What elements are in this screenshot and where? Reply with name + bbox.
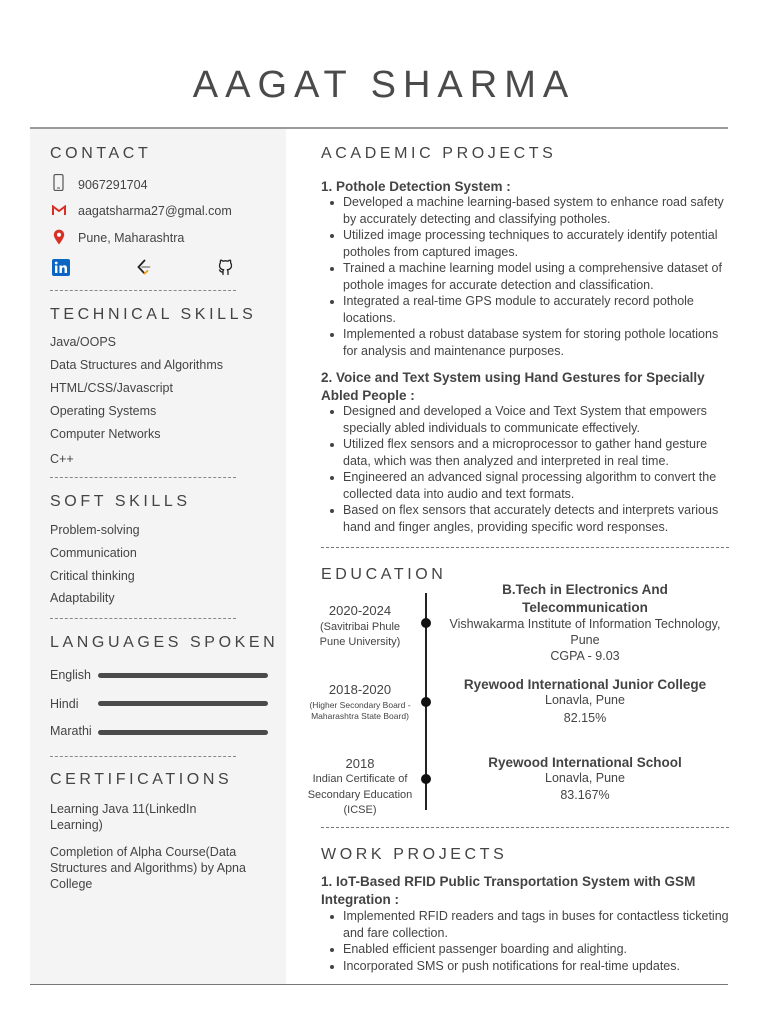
skill-item: Operating Systems xyxy=(50,404,157,418)
language-level-bar xyxy=(98,673,268,678)
soft-skill-item: Communication xyxy=(50,546,137,560)
education-institute: Lonavla, Pune xyxy=(545,693,625,707)
linkedin-icon[interactable] xyxy=(52,259,70,276)
soft-skill-item: Problem-solving xyxy=(50,523,140,537)
skill-item: HTML/CSS/Javascript xyxy=(50,381,173,395)
section-divider xyxy=(321,547,729,548)
sidebar-divider xyxy=(50,756,236,757)
soft-skill-item: Adaptability xyxy=(50,591,115,605)
skill-item: Computer Networks xyxy=(50,427,161,441)
language-name: Hindi xyxy=(50,697,79,711)
project-bullets xyxy=(326,908,730,974)
education-heading: EDUCATION xyxy=(321,566,447,583)
contact-heading: CONTACT xyxy=(50,145,152,162)
page-title: AAGAT SHARMA xyxy=(192,64,576,106)
education-score: 83.167% xyxy=(560,788,610,802)
technical-skills-heading: TECHNICAL SKILLS xyxy=(50,306,257,323)
list-item: Implemented RFID readers and tags in buses for contactless ticketing and fare collection. xyxy=(326,908,730,941)
project-title: 1. Pothole Detection System : xyxy=(321,179,511,194)
location-pin-icon xyxy=(53,229,65,245)
language-name: English xyxy=(50,668,91,682)
list-item: Integrated a real-time GPS module to accurately record pothole locations. xyxy=(326,293,730,326)
education-score: 82.15% xyxy=(563,711,607,725)
education-board: Indian Certificate of Secondary Education (ICSE) xyxy=(307,773,413,816)
section-divider xyxy=(321,827,729,828)
education-board: (Savitribai Phule Pune University) xyxy=(319,621,401,648)
skill-item: C++ xyxy=(50,452,74,466)
education-years: 2018-2020 xyxy=(328,682,392,697)
language-level-bar xyxy=(98,701,268,706)
contact-phone[interactable]: 9067291704 xyxy=(78,178,148,192)
list-item: Designed and developed a Voice and Text System that empowers specially abled individuals to communicate effectively. xyxy=(326,403,730,436)
education-degree: Ryewood International School xyxy=(488,755,682,770)
list-item: Utilized flex sensors and a microprocessor to gather hand gesture data, which was then analyzed and interpreted in real time. xyxy=(326,436,730,469)
education-years: 2018 xyxy=(345,756,375,771)
language-level-bar xyxy=(98,730,268,735)
github-icon[interactable] xyxy=(217,258,234,276)
list-item: Enabled efficient passenger boarding and alighting. xyxy=(326,941,730,958)
project-bullets xyxy=(326,194,730,359)
education-institute: Lonavla, Pune xyxy=(545,771,625,785)
list-item: Implemented a robust database system for storing pothole locations for analysis and maintenance purposes. xyxy=(326,326,730,359)
list-item: Based on flex sensors that accurately detects and interprets various hand and finger angles, providing specific word responses. xyxy=(326,502,730,535)
language-name: Marathi xyxy=(50,724,92,738)
footer-divider xyxy=(30,984,728,985)
education-institute: Vishwakarma Institute of Information Technology, Pune xyxy=(449,617,721,647)
list-item: Utilized image processing techniques to accurately identify potential potholes from captured images. xyxy=(326,227,730,260)
sidebar-divider xyxy=(50,290,236,291)
sidebar-divider xyxy=(50,477,236,478)
languages-heading: LANGUAGES SPOKEN xyxy=(50,634,279,651)
education-board: (Higher Secondary Board - Maharashtra State Board) xyxy=(309,700,411,721)
certifications-heading: CERTIFICATIONS xyxy=(50,771,233,788)
list-item: Incorporated SMS or push notifications for real-time updates. xyxy=(326,958,730,975)
certification-item: Learning Java 11(LinkedIn Learning) xyxy=(50,802,197,832)
skill-item: Java/OOPS xyxy=(50,335,116,349)
project-title: 1. IoT-Based RFID Public Transportation System with GSM Integration : xyxy=(321,874,696,907)
list-item: Engineered an advanced signal processing algorithm to convert the collected data into audio and text formats. xyxy=(326,469,730,502)
academic-projects-heading: ACADEMIC PROJECTS xyxy=(321,145,557,162)
education-score: CGPA - 9.03 xyxy=(550,649,620,663)
list-item: Trained a machine learning model using a comprehensive dataset of pothole images for accurate detection and classification. xyxy=(326,260,730,293)
education-years: 2020-2024 xyxy=(328,603,392,618)
soft-skill-item: Critical thinking xyxy=(50,569,135,583)
email-icon xyxy=(52,205,66,216)
work-projects-heading: WORK PROJECTS xyxy=(321,846,508,863)
education-degree: Ryewood International Junior College xyxy=(463,677,707,692)
project-bullets xyxy=(326,403,730,535)
sidebar-divider xyxy=(50,618,236,619)
certification-item: Completion of Alpha Course(Data Structures and Algorithms) by Apna College xyxy=(50,845,246,891)
project-title: 2. Voice and Text System using Hand Gestures for Specially Abled People : xyxy=(321,370,705,403)
education-degree: B.Tech in Electronics And Telecommunication xyxy=(502,582,668,615)
contact-email[interactable]: aagatsharma27@gmal.com xyxy=(78,204,232,218)
leetcode-icon[interactable] xyxy=(135,259,152,276)
contact-location: Pune, Maharashtra xyxy=(78,231,185,245)
skill-item: Data Structures and Algorithms xyxy=(50,358,223,372)
soft-skills-heading: SOFT SKILLS xyxy=(50,493,191,510)
list-item: Developed a machine learning-based system to enhance road safety by accurately detecting and classifying potholes. xyxy=(326,194,730,227)
phone-icon xyxy=(53,174,64,191)
